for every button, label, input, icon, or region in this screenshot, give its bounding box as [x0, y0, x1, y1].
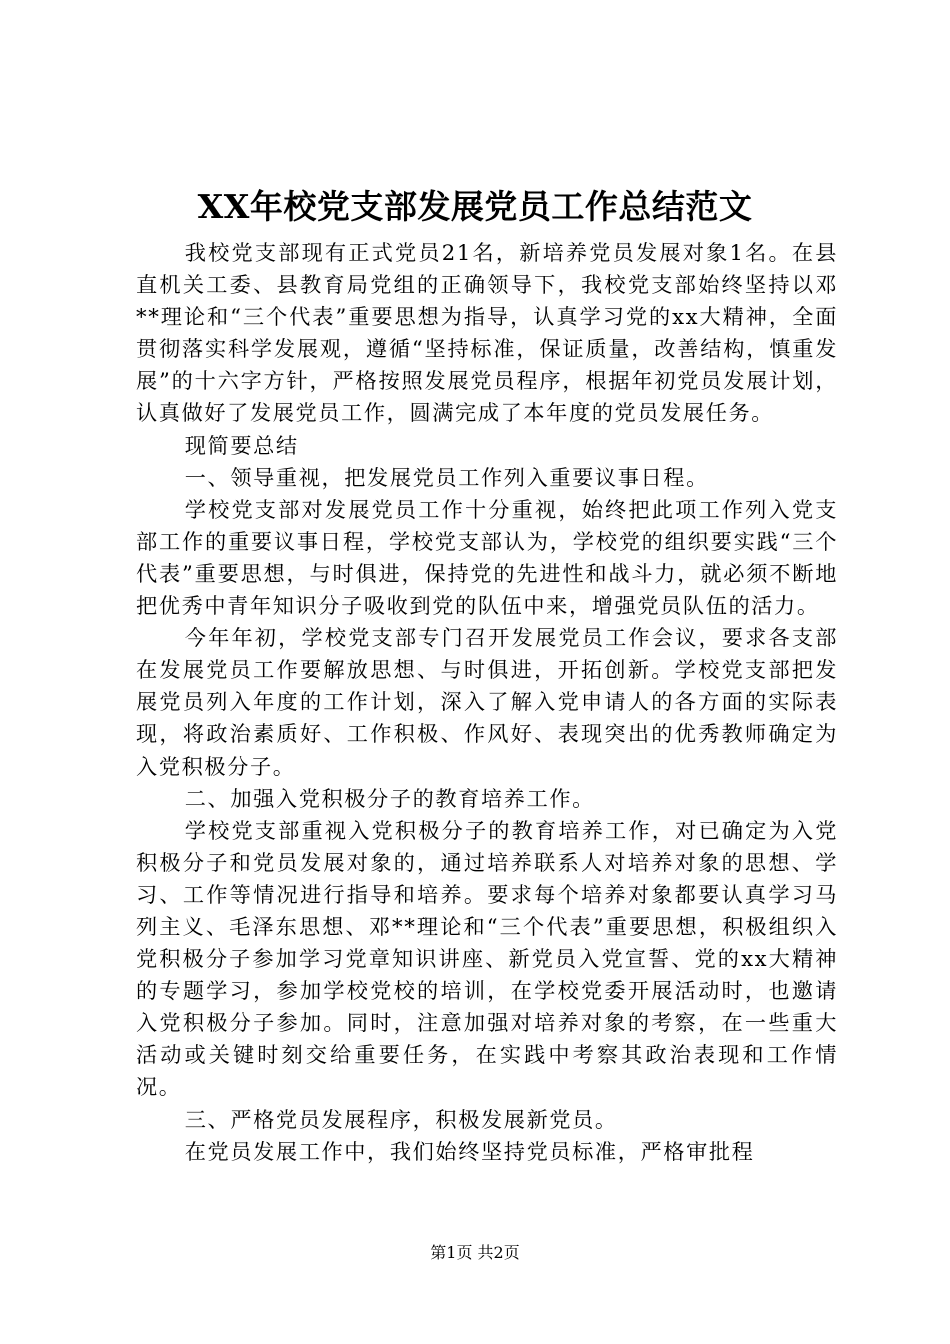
page-number-footer: 第1页 共2页 — [430, 1243, 520, 1262]
section-heading-2: 二、加强入党积极分子的教育培养工作。 — [184, 785, 595, 811]
document-body — [136, 237, 838, 1168]
document-title: XX年校党支部发展党员工作总结范文 — [197, 187, 753, 226]
section-heading-3: 三、严格党员发展程序，积极发展新党员。 — [184, 1106, 618, 1132]
paragraph-section-1b: 今年年初，学校党支部专门召开发展党员工作会议，要求各支部在发展党员工作要解放思想、与时俱进，开拓创新。学校党支部把发展党员列入年度的工作计划，深入了解入党申请人的各方面的实际表现，将政治素质好、工作积极、作风好、表现突出的优秀教师确定为入党积极分子。 — [136, 625, 838, 779]
paragraph-section-3: 在党员发展工作中，我们始终坚持党员标准，严格审批程 — [184, 1138, 755, 1164]
section-heading-1: 一、领导重视，把发展党员工作列入重要议事日程。 — [184, 464, 709, 490]
paragraph-intro: 我校党支部现有正式党员21名，新培养党员发展对象1名。在县直机关工委、县教育局党组的正确领导下，我校党支部始终坚持以邓**理论和“三个代表”重要思想为指导，认真学习党的xx大精神，全面贯彻落实科学发展观，遵循“坚持标准，保证质量，改善结构，慎重发展”的十六字方针，严格按照发展党员程序，根据年初党员发展计划，认真做好了发展党员工作，圆满完成了本年度的党员发展任务。 — [136, 240, 838, 426]
paragraph-section-2: 学校党支部重视入党积极分子的教育培养工作，对已确定为入党积极分子和党员发展对象的，通过培养联系人对培养对象的思想、学习、工作等情况进行指导和培养。要求每个培养对象都要认真学习马列主义、毛泽东思想、邓**理论和“三个代表”重要思想，积极组织入党积极分子参加学习党章知识讲座、新党员入党宣誓、党的xx大精神的专题学习，参加学校党校的培训，在学校党委开展活动时，也邀请入党积极分子参加。同时，注意加强对培养对象的考察，在一些重大活动或关键时刻交给重要任务，在实践中考察其政治表现和工作情况。 — [136, 817, 838, 1100]
paragraph-section-1a: 学校党支部对发展党员工作十分重视，始终把此项工作列入党支部工作的重要议事日程，学校党支部认为，学校党的组织要实践“三个代表”重要思想，与时俱进，保持党的先进性和战斗力，就必须不断地把优秀中青年知识分子吸收到党的队伍中来，增强党员队伍的活力。 — [136, 496, 838, 619]
paragraph-summary-lead: 现简要总结 — [184, 432, 299, 458]
